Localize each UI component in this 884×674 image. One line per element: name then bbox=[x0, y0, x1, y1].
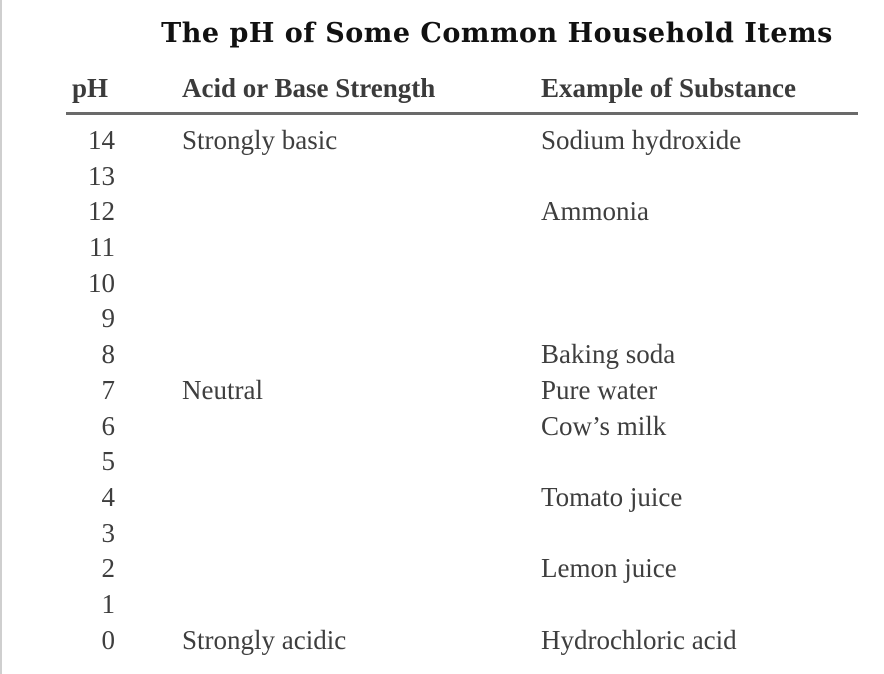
table-row bbox=[0, 194, 884, 230]
example-value: Ammonia bbox=[541, 196, 649, 227]
strength-value: Neutral bbox=[182, 374, 263, 405]
ph-value: 0 bbox=[101, 624, 115, 655]
ph-value: 4 bbox=[101, 481, 115, 512]
strength-value: Strongly acidic bbox=[182, 624, 347, 655]
table-row bbox=[0, 587, 884, 623]
table-row bbox=[0, 409, 884, 445]
table-row bbox=[0, 337, 884, 373]
example-value: Pure water bbox=[541, 374, 658, 405]
ph-value: 2 bbox=[101, 553, 115, 584]
table-row bbox=[0, 551, 884, 587]
table-row bbox=[0, 516, 884, 552]
header-rule bbox=[66, 112, 858, 115]
table-row bbox=[0, 159, 884, 195]
table-body bbox=[0, 123, 884, 658]
ph-value: 10 bbox=[88, 267, 115, 298]
ph-value: 3 bbox=[101, 517, 115, 548]
ph-value: 14 bbox=[88, 125, 115, 155]
table-row bbox=[0, 373, 884, 409]
ph-value: 7 bbox=[101, 374, 115, 405]
ph-value: 8 bbox=[101, 339, 115, 370]
ph-value: 13 bbox=[88, 160, 115, 191]
column-header-example: Example of Substance bbox=[541, 73, 797, 103]
ph-value: 11 bbox=[89, 232, 115, 263]
example-value: Cow’s milk bbox=[541, 410, 667, 441]
example-value: Hydrochloric acid bbox=[541, 624, 737, 655]
ph-value: 5 bbox=[101, 446, 115, 477]
table-title: The pH of Some Common Household Items bbox=[161, 18, 833, 49]
strength-value: Strongly basic bbox=[182, 125, 338, 155]
ph-value: 6 bbox=[101, 410, 115, 441]
example-value: Lemon juice bbox=[541, 553, 677, 584]
ph-value: 1 bbox=[101, 588, 115, 619]
column-header-ph: pH bbox=[72, 73, 109, 103]
column-header-strength: Acid or Base Strength bbox=[182, 73, 436, 103]
table-row bbox=[0, 123, 884, 159]
table-row bbox=[0, 266, 884, 302]
table-row bbox=[0, 480, 884, 516]
example-value: Baking soda bbox=[541, 339, 676, 370]
example-value: Tomato juice bbox=[541, 481, 683, 512]
example-value: Sodium hydroxide bbox=[541, 125, 742, 155]
table-row bbox=[0, 230, 884, 266]
ph-value: 12 bbox=[88, 196, 115, 227]
ph-value: 9 bbox=[101, 303, 115, 334]
table-row bbox=[0, 444, 884, 480]
table-row bbox=[0, 623, 884, 659]
table-row bbox=[0, 301, 884, 337]
